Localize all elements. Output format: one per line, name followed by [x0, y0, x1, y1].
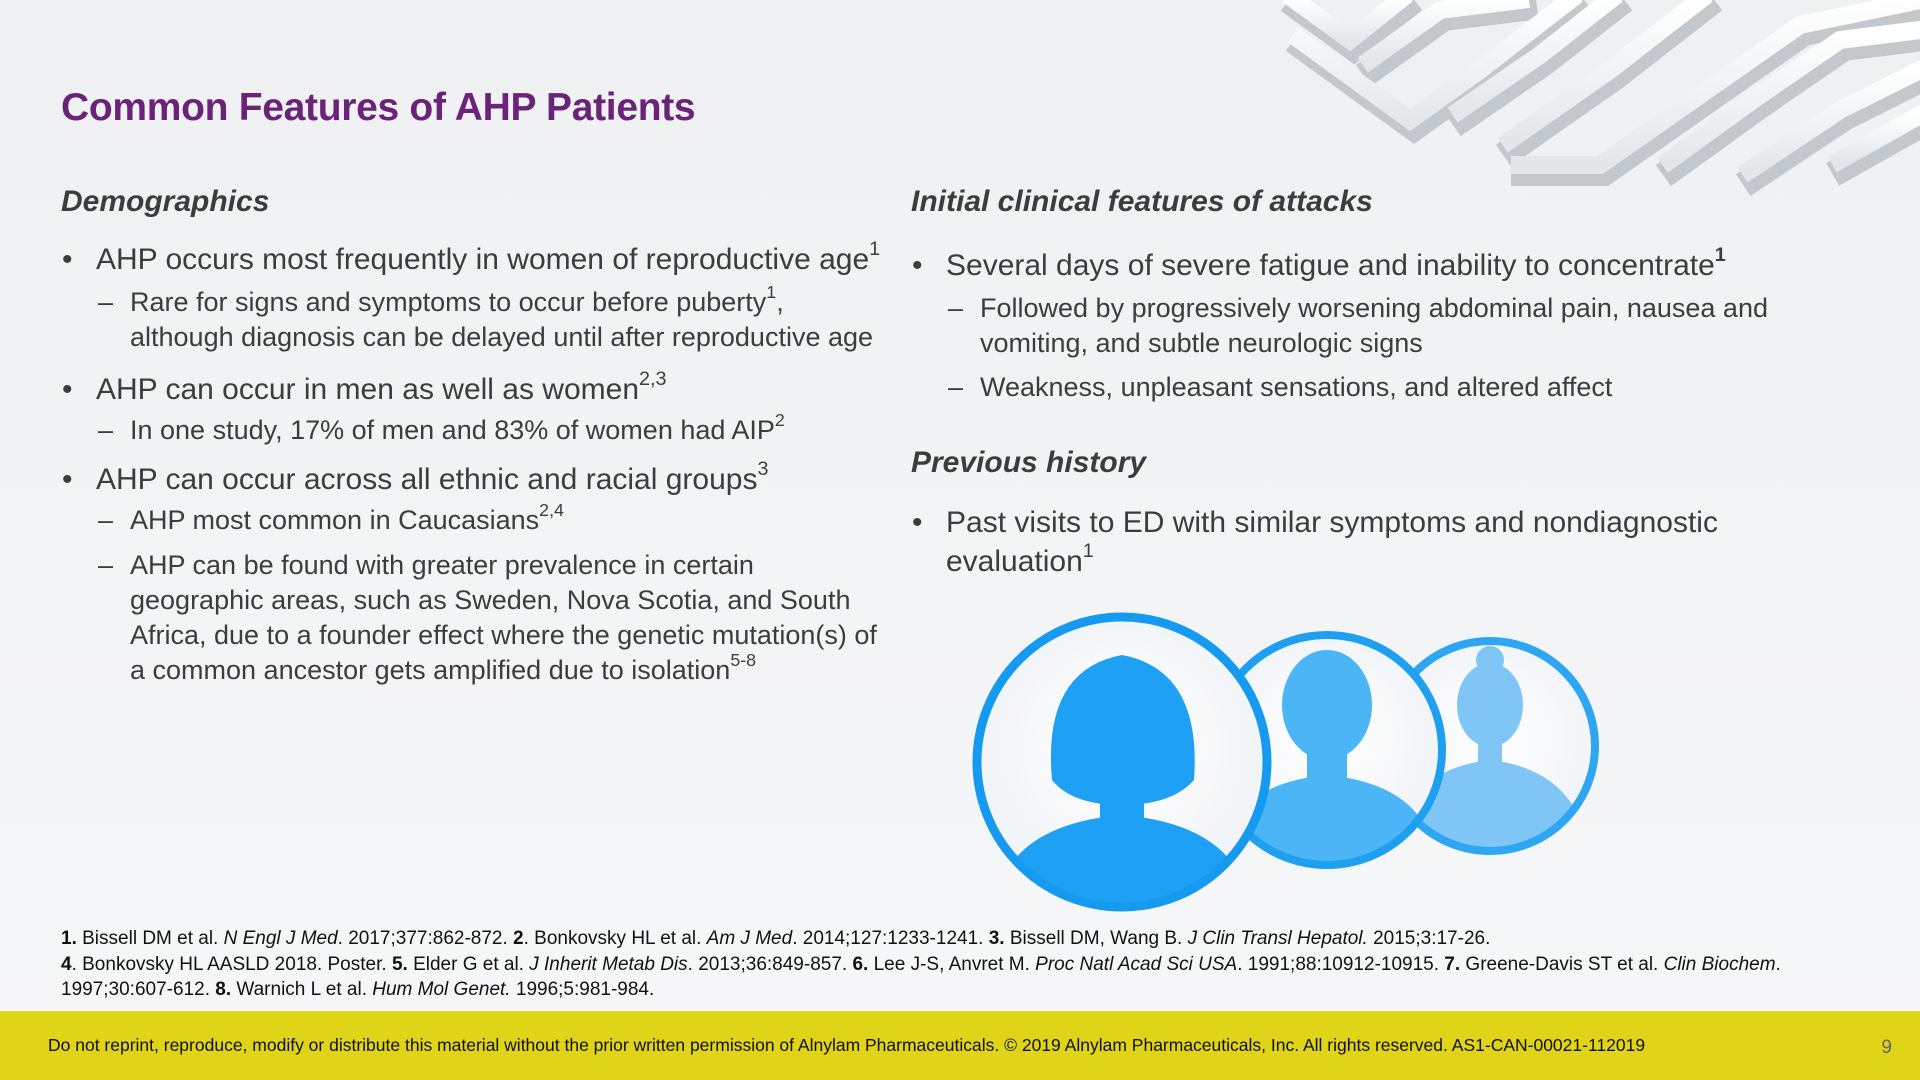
clinical-features-heading: Initial clinical features of attacks — [911, 185, 1373, 218]
female-avatar-icon — [977, 617, 1267, 915]
page-title: Common Features of AHP Patients — [61, 86, 696, 129]
bullet-reproductive-age: • AHP occurs most frequently in women of reproductive age$^1$ — [61, 240, 881, 279]
references — [61, 926, 1861, 1003]
bullet-men-women: • AHP can occur in men as well as women$^{2,3}$ — [61, 370, 881, 409]
sub-bullet-puberty: – Rare for signs and symptoms to occur before puberty$^1$, although diagnosis can be delayed until after reproductive age — [61, 285, 881, 355]
bullet-ethnic-groups: • AHP can occur across all ethnic and racial groups$^3$ — [61, 460, 881, 499]
sub-bullet-founder-effect: – AHP can be found with greater prevalence in certain geographic areas, such as Sweden, Nova Scotia, and South Africa, due to a founder effect where the genetic mutation(s) of a common ancestor gets amplified due to isolation$^{5-8}$ — [61, 548, 881, 688]
sub-bullet-caucasians: – AHP most common in Caucasians$^{2,4}$ — [61, 503, 881, 538]
clinical-features-section — [911, 184, 1811, 581]
demographics-section — [61, 184, 881, 688]
page-number: 9 — [1881, 1037, 1892, 1058]
bullet-ed-visits: • Past visits to ED with similar symptoms and nondiagnostic evaluation$^1$ — [911, 503, 1811, 581]
maze-image — [1280, 0, 1920, 200]
previous-history-heading: Previous history — [911, 446, 1147, 479]
patient-avatars-illustration — [972, 610, 1652, 915]
footer-bar — [0, 1011, 1920, 1080]
sub-bullet-study: – In one study, 17% of men and 83% of women had AIP$^2$ — [61, 413, 881, 448]
references-line-1: 1. Bissell DM et al. N Engl J Med. 2017;377:862-872. 2. Bonkovsky HL et al. Am J Med. 2014;127:1233-1241. 3. Bissell DM, Wang B. J Clin Transl Hepatol. 2015;3:17-26. — [61, 928, 1491, 949]
copyright-notice: Do not reprint, reproduce, modify or distribute this material without the prior written permission of Alnylam Pharmaceuticals. © 2019 Alnylam Pharmaceuticals, Inc. All rights reserved. AS1-CAN-00021-112019 — [48, 1035, 1646, 1055]
sub-bullet-weakness: – Weakness, unpleasant sensations, and altered affect — [911, 370, 1811, 405]
demographics-heading: Demographics — [61, 185, 270, 218]
references-line-2: 4. Bonkovsky HL AASLD 2018. Poster. 5. Elder G et al. J Inherit Metab Dis. 2013;36:849-857. 6. Lee J-S, Anvret M. Proc Natl Acad Sci USA. 1991;88:10912-10915. 7. Greene-Davis ST et al. Clin Biochem. 1997;30:607-612. 8. Warnich L et al. Hum Mol Genet. 1996;5:981-984. — [61, 953, 1781, 1000]
sub-bullet-abdominal-pain: – Followed by progressively worsening abdominal pain, nausea and vomiting, and subtle neurologic signs — [911, 291, 1811, 361]
bullet-fatigue: • Several days of severe fatigue and inability to concentrate$^1$ — [911, 246, 1811, 285]
